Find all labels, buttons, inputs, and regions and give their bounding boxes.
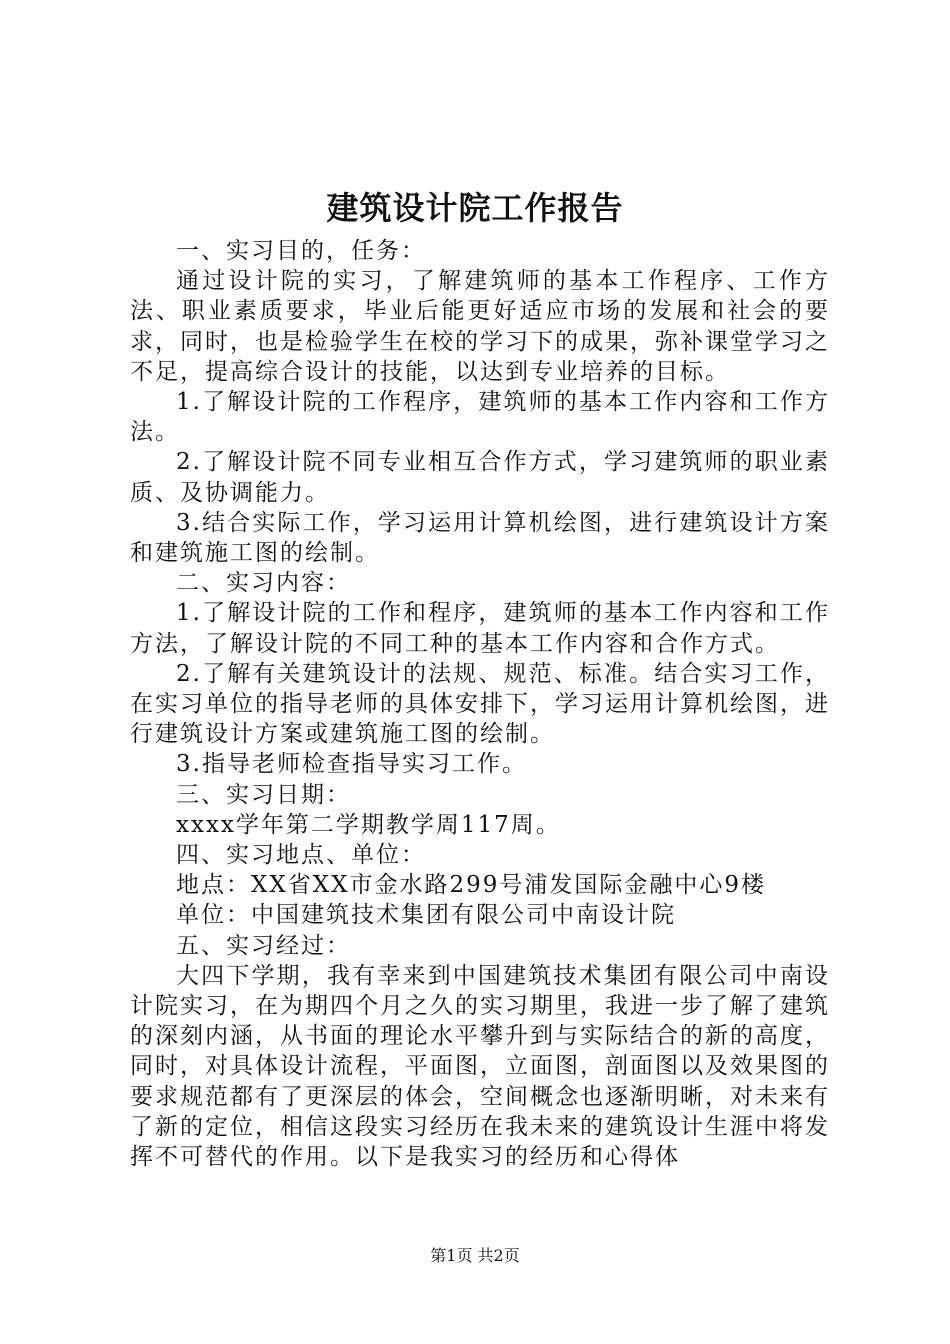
list-item: 3.指导老师检查指导实习工作。 xyxy=(176,751,527,778)
body-paragraph: 大四下学期，我有幸来到中国建筑技术集团有限公司中南设计院实习，在为期四个月之久的实习期里，我进一步了解了建筑的深刻内涵，从书面的理论水平攀升到与实际结合的新的高度，同时，对具体设计流程，平面图，立面图，剖面图以及效果图的要求规范都有了更深层的体会，空间概念也逐渐明晰，对未来有了新的定位，相信这段实习经历在我未来的建筑设计生涯中将发挥不可替代的作用。以下是我实习的经历和心得体 xyxy=(130,962,830,1171)
section-heading-date: 三、实习日期： xyxy=(176,781,351,808)
section-heading-process: 五、实习经过： xyxy=(176,932,351,959)
section-heading-purpose: 一、实习目的，任务： xyxy=(176,238,426,264)
body-paragraph: 单位：中国建筑技术集团有限公司中南设计院 xyxy=(176,902,676,929)
page-footer: 第1页 共2页 xyxy=(430,1246,520,1265)
document-body xyxy=(130,236,830,1172)
list-item: 3.结合实际工作，学习运用计算机绘图，进行建筑设计方案和建筑施工图的绘制。 xyxy=(130,509,830,567)
list-item: 1.了解设计院的工作和程序，建筑师的基本工作内容和工作方法，了解设计院的不同工种的基本工作内容和合作方式。 xyxy=(130,600,830,657)
list-item: 1.了解设计院的工作程序，建筑师的基本工作内容和工作方法。 xyxy=(130,389,830,446)
section-heading-content: 二、实习内容： xyxy=(176,570,351,597)
body-paragraph: 通过设计院的实习，了解建筑师的基本工作程序、工作方法、职业素质要求，毕业后能更好适应市场的发展和社会的要求，同时，也是检验学生在校的学习下的成果，弥补课堂学习之不足，提高综合设计的技能，以达到专业培养的目标。 xyxy=(130,268,830,385)
section-heading-location: 四、实习地点、单位： xyxy=(176,842,426,869)
list-item: 2.了解设计院不同专业相互合作方式，学习建筑师的职业素质、及协调能力。 xyxy=(130,449,830,506)
document-title: 建筑设计院工作报告 xyxy=(326,189,624,227)
body-paragraph: xxxx学年第二学期教学周117周。 xyxy=(176,811,561,838)
list-item: 2.了解有关建筑设计的法规、规范、标准。结合实习工作，在实习单位的指导老师的具体安排下，学习运用计算机绘图，进行建筑设计方案或建筑施工图的绘制。 xyxy=(130,660,830,748)
body-paragraph: 地点：XX省XX市金水路299号浦发国际金融中心9楼 xyxy=(176,872,767,899)
